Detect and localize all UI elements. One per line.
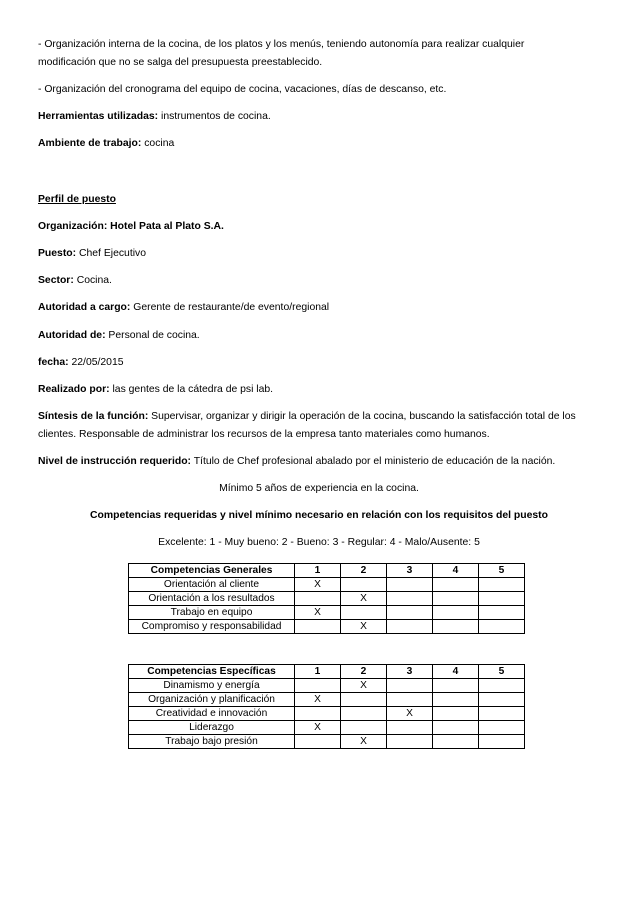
level-5-cell <box>479 707 525 721</box>
level-3-cell <box>387 592 433 606</box>
level-2-cell <box>341 578 387 592</box>
perfil-heading: Perfil de puesto <box>38 194 116 205</box>
competencia-name: Trabajo en equipo <box>129 606 295 620</box>
competencia-name: Orientación al cliente <box>129 578 295 592</box>
header-level-4: 4 <box>433 665 479 679</box>
level-2-cell <box>341 721 387 735</box>
sintesis-value-line2: clientes. Responsable de administrar los recursos de la empresa tanto materiales como humanos. <box>38 429 490 440</box>
competencias-generales-table <box>128 563 525 634</box>
header-level-3: 3 <box>387 564 433 578</box>
competencia-name: Compromiso y responsabilidad <box>129 620 295 634</box>
level-3-cell <box>387 679 433 693</box>
level-3-cell <box>387 721 433 735</box>
ambiente-value: cocina <box>141 138 175 149</box>
org-interna-line2: modificación que no se salga del presupuesta preestablecido. <box>38 57 323 68</box>
nivel-label: Nivel de instrucción requerido: <box>38 456 192 467</box>
fecha-value: 22/05/2015 <box>68 357 124 368</box>
nivel-value: Título de Chef profesional abalado por el ministerio de educación de la nación. <box>191 456 556 467</box>
org-interna-line1: - Organización interna de la cocina, de los platos y los menús, teniendo autonomía para realizar cualquier <box>38 39 525 50</box>
herramientas-value: instrumentos de cocina. <box>158 111 271 122</box>
level-3-cell <box>387 606 433 620</box>
header-competencia: Competencias Específicas <box>129 665 295 679</box>
level-4-cell <box>433 578 479 592</box>
level-4-cell <box>433 707 479 721</box>
level-1-cell <box>295 735 341 749</box>
escala-legend: Excelente: 1 - Muy bueno: 2 - Bueno: 3 - Regular: 4 - Malo/Ausente: 5 <box>158 537 480 548</box>
minimo-experiencia: Mínimo 5 años de experiencia en la cocina. <box>219 483 419 494</box>
autoridad-cargo-line <box>38 299 608 317</box>
competencia-name: Trabajo bajo presión <box>129 735 295 749</box>
sector-line <box>38 272 608 290</box>
level-5-cell <box>479 620 525 634</box>
autoridad-de-line <box>38 327 608 345</box>
sintesis-label: Síntesis de la función: <box>38 411 149 422</box>
table-header-row <box>129 665 525 679</box>
table-row <box>129 679 525 693</box>
autoridad-cargo-label: Autoridad a cargo: <box>38 302 131 313</box>
sector-value: Cocina. <box>73 275 112 286</box>
level-1-cell: X <box>295 721 341 735</box>
table-header-row <box>129 564 525 578</box>
competencia-name: Organización y planificación <box>129 693 295 707</box>
level-2-cell: X <box>341 592 387 606</box>
level-5-cell <box>479 721 525 735</box>
level-3-cell <box>387 693 433 707</box>
header-level-1: 1 <box>295 665 341 679</box>
sintesis-paragraph <box>38 408 608 444</box>
table-row <box>129 606 525 620</box>
puesto-line <box>38 245 608 263</box>
level-4-cell <box>433 620 479 634</box>
header-competencia: Competencias Generales <box>129 564 295 578</box>
header-level-4: 4 <box>433 564 479 578</box>
table-row <box>129 693 525 707</box>
competencia-name: Creatividad e innovación <box>129 707 295 721</box>
level-1-cell: X <box>295 693 341 707</box>
level-4-cell <box>433 592 479 606</box>
ambiente-label: Ambiente de trabajo: <box>38 138 142 149</box>
header-level-5: 5 <box>479 665 525 679</box>
level-2-cell: X <box>341 679 387 693</box>
competencia-name: Orientación a los resultados <box>129 592 295 606</box>
fecha-line <box>38 354 608 372</box>
level-2-cell <box>341 606 387 620</box>
table-row <box>129 735 525 749</box>
herramientas-label: Herramientas utilizadas: <box>38 111 159 122</box>
level-2-cell <box>341 693 387 707</box>
level-4-cell <box>433 679 479 693</box>
table-row <box>129 592 525 606</box>
level-1-cell <box>295 620 341 634</box>
realizado-line <box>38 381 608 399</box>
fecha-label: fecha: <box>38 357 69 368</box>
level-5-cell <box>479 592 525 606</box>
level-3-cell <box>387 620 433 634</box>
level-5-cell <box>479 693 525 707</box>
level-3-cell <box>387 578 433 592</box>
table-row <box>129 707 525 721</box>
header-level-2: 2 <box>341 564 387 578</box>
ambiente-line <box>38 135 608 153</box>
level-3-cell: X <box>387 707 433 721</box>
org-interna-paragraph <box>38 36 608 72</box>
realizado-label: Realizado por: <box>38 384 110 395</box>
header-level-5: 5 <box>479 564 525 578</box>
level-4-cell <box>433 693 479 707</box>
level-1-cell: X <box>295 606 341 620</box>
competencias-especificas-table <box>128 664 525 749</box>
header-level-3: 3 <box>387 665 433 679</box>
puesto-value: Chef Ejecutivo <box>76 248 146 259</box>
level-5-cell <box>479 679 525 693</box>
level-3-cell <box>387 735 433 749</box>
autoridad-de-label: Autoridad de: <box>38 330 106 341</box>
level-2-cell: X <box>341 735 387 749</box>
level-4-cell <box>433 721 479 735</box>
competencia-name: Dinamismo y energía <box>129 679 295 693</box>
level-4-cell <box>433 606 479 620</box>
autoridad-cargo-value: Gerente de restaurante/de evento/regional <box>130 302 330 313</box>
org-cronograma-paragraph: - Organización del cronograma del equipo de cocina, vacaciones, días de descanso, etc. <box>38 84 447 95</box>
competencias-heading: Competencias requeridas y nivel mínimo necesario en relación con los requisitos del puesto <box>90 510 548 521</box>
table-row <box>129 578 525 592</box>
level-1-cell: X <box>295 578 341 592</box>
level-2-cell <box>341 707 387 721</box>
level-4-cell <box>433 735 479 749</box>
competencia-name: Liderazgo <box>129 721 295 735</box>
sector-label: Sector: <box>38 275 74 286</box>
level-1-cell <box>295 679 341 693</box>
level-1-cell <box>295 707 341 721</box>
autoridad-de-value: Personal de cocina. <box>105 330 200 341</box>
level-5-cell <box>479 578 525 592</box>
level-5-cell <box>479 606 525 620</box>
organizacion-line: Organización: Hotel Pata al Plato S.A. <box>38 221 224 232</box>
level-5-cell <box>479 735 525 749</box>
header-level-1: 1 <box>295 564 341 578</box>
level-2-cell: X <box>341 620 387 634</box>
header-level-2: 2 <box>341 665 387 679</box>
table-row <box>129 620 525 634</box>
herramientas-line <box>38 108 608 126</box>
puesto-label: Puesto: <box>38 248 77 259</box>
table-row <box>129 721 525 735</box>
level-1-cell <box>295 592 341 606</box>
sintesis-value-line1: Supervisar, organizar y dirigir la operación de la cocina, buscando la satisfacción total de los <box>148 411 576 422</box>
realizado-value: las gentes de la cátedra de psi lab. <box>109 384 274 395</box>
nivel-line <box>38 453 608 471</box>
